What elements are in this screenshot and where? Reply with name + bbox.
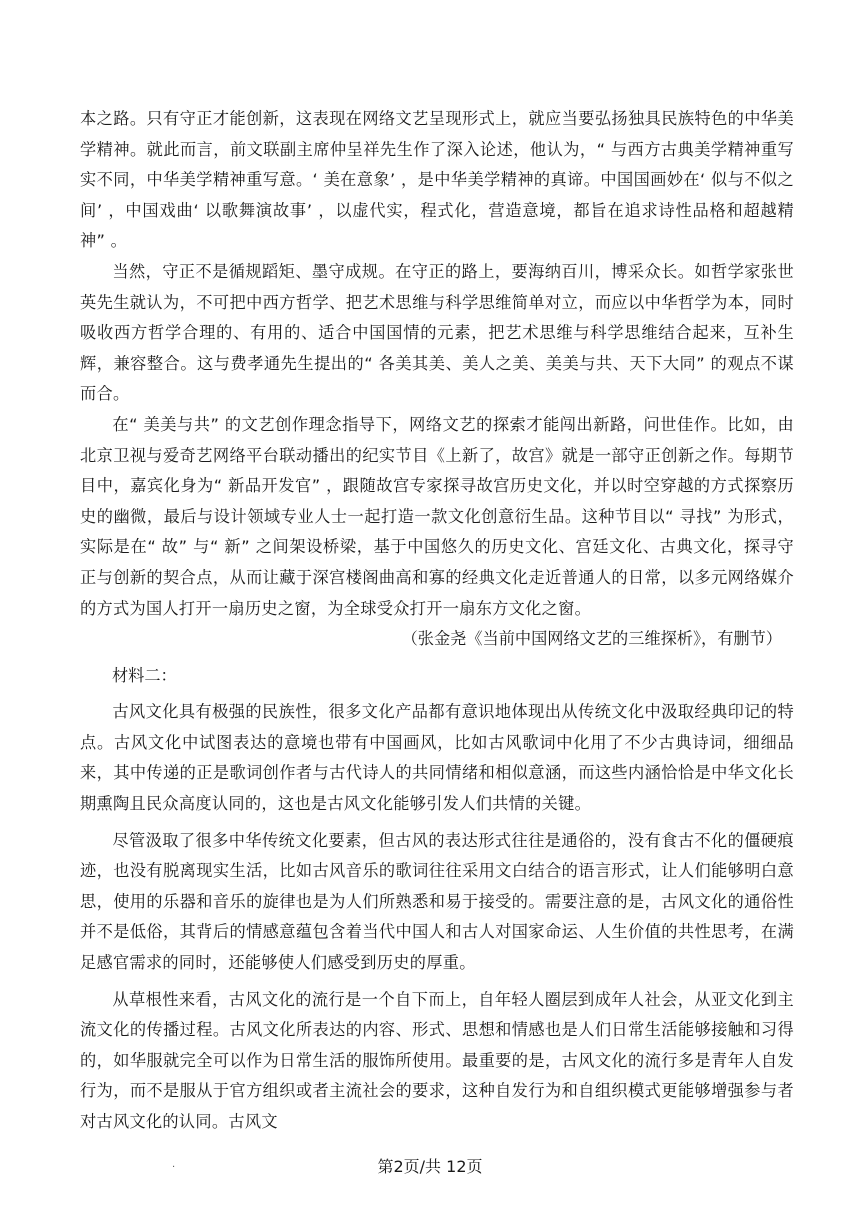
paragraph-1: 本之路。只有守正才能创新，这表现在网络文艺呈现形式上，就应当要弘扬独具民族特色的中华美学精神。就此而言，前文联副主席仲呈祥先生作了深入论述，他认为，“ 与西方古典美学精神重写实不同，中华美学精神重写意。‘ 美在意象’ ，是中华美学精神的真谛。中国国画妙在‘ 似与不似之间’ ，中国戏曲‘ 以歌舞演故事’ ，以虚代实，程式化，营造意境，都旨在追求诗性品格和超越精神” 。	[80, 109, 794, 251]
paragraph-3: 在“ 美美与共” 的文艺创作理念指导下，网络文艺的探索才能闯出新路，问世佳作。比如，由北京卫视与爱奇艺网络平台联动播出的纪实节目《上新了，故宫》就是一部守正创新之作。每期节目中，嘉宾化身为“ 新品开发官” ，跟随故宫专家探寻故宫历史文化，并以时空穿越的方式探察历史的幽微，最后与设计领域专业人士一起打造一款文化创意衍生品。这种节目以“ 寻找” 为形式，实际是在“ 故” 与“ 新” 之间架设桥梁，基于中国悠久的历史文化、宫廷文化、古典文化，探寻守正与创新的契合点，从而让藏于深宫楼阁曲高和寡的经典文化走近普通人的日常，以多元网络媒介的方式为国人打开一扇历史之窗，为全球受众打开一扇东方文化之窗。	[80, 414, 794, 618]
page-number: 第2页/共 12页	[377, 1157, 483, 1176]
paragraph-2: 当然，守正不是循规蹈矩、墨守成规。在守正的路上，要海纳百川，博采众长。如哲学家张世英先生就认为，不可把中西方哲学、把艺术思维与科学思维简单对立，而应以中华哲学为本，同时吸收西方哲学合理的、有用的、适合中国国情的元素，把艺术思维与科学思维结合起来，互补生辉，兼容整合。这与费孝通先生提出的“ 各美其美、美人之美、美美与共、天下大同” 的观点不谋而合。	[80, 261, 794, 404]
paragraph-5: 尽管汲取了很多中华传统文化要素，但古风的表达形式往往是通俗的，没有食古不化的僵硬痕迹，也没有脱离现实生活，比如古风音乐的歌词往往采用文白结合的语言形式，让人们能够明白意思，使用的乐器和音乐的旋律也是为人们所熟悉和易于接受的。需要注意的是，古风文化的通俗性并不是低俗，其背后的情感意蕴包含着当代中国人和古人对国家命运、人生价值的共性思考，在满足感官需求的同时，还能够使人们感受到历史的厚重。	[80, 830, 794, 973]
source-citation: （张金尧《当前中国网络文艺的三维探析》，有删节）	[401, 629, 782, 649]
footer-dot: .	[172, 1159, 176, 1170]
document-body	[80, 104, 794, 1138]
paragraph-6: 从草根性来看，古风文化的流行是一个自下而上，自年轻人圈层到成年人社会，从亚文化到主流文化的传播过程。古风文化所表达的内容、形式、思想和情感也是人们日常生活能够接触和习得的，如华服就完全可以作为日常生活的服饰所使用。最重要的是，古风文化的流行多是青年人自发行为，而不是服从于官方组织或者主流社会的要求，这种自发行为和自组织模式更能够增强参与者对古风文化的认同。古风文	[80, 989, 794, 1131]
paragraph-4: 古风文化具有极强的民族性，很多文化产品都有意识地体现出从传统文化中汲取经典印记的特点。古风文化中试图表达的意境也带有中国画风，比如古风歌词中化用了不少古典诗词，细细品来，其中传递的正是歌词创作者与古代诗人的共同情绪和相似意涵，而这些内涵恰恰是中华文化长期熏陶且民众高度认同的，这也是古风文化能够引发人们共情的关键。	[80, 702, 794, 814]
material-two-label: 材料二：	[112, 665, 177, 685]
